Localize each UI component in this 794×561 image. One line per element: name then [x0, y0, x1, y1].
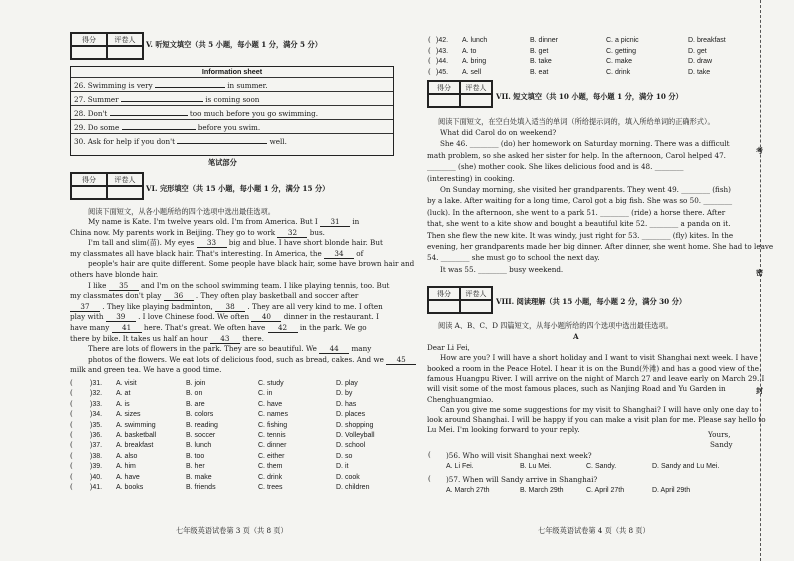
option-b[interactable]: B. soccer	[186, 432, 216, 439]
passage-line	[88, 217, 359, 227]
answer-paren[interactable]: (	[428, 451, 431, 459]
score-box-vi: 得分 评卷人	[70, 172, 144, 200]
option-b[interactable]: B. friends	[186, 484, 216, 491]
letter-line: Dear Li Fei,	[427, 343, 470, 352]
question-number: )44.	[436, 58, 449, 65]
blank-44[interactable]: 44	[319, 344, 349, 354]
letter-line: will visit some of the most famous places, such as Nanjing Road and Yu Garden in	[427, 384, 726, 394]
passage-line	[70, 365, 221, 374]
option-b[interactable]: B. her	[186, 463, 205, 471]
answer-paren[interactable]: (	[70, 472, 73, 481]
page-footer-3: 七年级英语试卷第 3 页（共 8 页）	[176, 526, 288, 535]
option-d[interactable]: D. by	[336, 390, 353, 398]
option-d[interactable]: D. take	[688, 68, 711, 76]
option-c[interactable]: C. Sandy.	[586, 463, 617, 470]
option-b[interactable]: B. take	[530, 58, 552, 65]
passage-text: bus.	[309, 227, 325, 237]
passage-text: there by bike. It takes us half an hour	[70, 333, 208, 343]
letter-line: How are you? I will have a short holiday and I want to visit Shanghai next week. I have	[440, 353, 758, 363]
passage-text: I'm tall and slim(苗). My eyes	[88, 238, 195, 248]
answer-paren[interactable]: (	[428, 57, 431, 65]
option-a[interactable]: A. bring	[462, 58, 487, 65]
option-c[interactable]: C. trees	[258, 484, 283, 491]
passage-text: dinner in the restaurant. I	[283, 312, 379, 322]
answer-blank-27[interactable]	[121, 101, 203, 102]
option-d[interactable]: D. so	[336, 452, 353, 460]
option-b[interactable]: B. join	[186, 380, 206, 387]
answer-paren[interactable]: (	[70, 420, 73, 429]
blank-36[interactable]: 36	[164, 291, 194, 301]
question-number: )45.	[436, 68, 449, 76]
option-a[interactable]: A. also	[116, 452, 138, 460]
option-c[interactable]: C. April 27th	[586, 487, 625, 494]
passage-text: here. That's great. We often have	[143, 323, 266, 332]
passage-line: by a lake. After waiting for a long time, Carol got a big fish. She was so 50. ________	[427, 196, 733, 206]
option-c[interactable]: C. either	[258, 452, 285, 460]
passage-line: What did Carol do on weekend?	[440, 128, 557, 137]
blank-39[interactable]: 39	[106, 312, 136, 322]
option-a[interactable]: A. swimming	[116, 421, 156, 429]
answer-paren[interactable]: (	[70, 441, 73, 450]
option-a[interactable]: A. visit	[116, 380, 137, 387]
passage-text: play with	[70, 312, 104, 322]
passage-text: in the park. We go	[299, 323, 367, 332]
passage-line: (interesting) in cooking.	[427, 173, 515, 183]
passage-text: others have blonde hair.	[70, 270, 159, 279]
passage-text: people's hair are quite different. Some people have black hair, some have brown hair and	[88, 259, 415, 269]
passage-line: It was 55. ________ busy weekend.	[440, 264, 564, 274]
answer-paren[interactable]: (	[70, 410, 73, 419]
option-d[interactable]: D. get	[688, 47, 707, 55]
passage-line: that, she went to a kite show and bought a beautiful kite 52. ________ a panda on it.	[427, 219, 731, 229]
answer-blank-26[interactable]	[155, 87, 225, 88]
option-a[interactable]: A. sell	[462, 68, 482, 76]
option-c[interactable]: C. names	[258, 411, 288, 419]
letter-line: look around Shanghai. I will be happy if you can make a visit plan for me. Please say hello to	[427, 415, 766, 425]
blank-41[interactable]: 41	[112, 323, 142, 333]
page-footer-4: 七年级英语试卷第 4 页（共 8 页）	[538, 526, 650, 535]
option-c[interactable]: C. tennis	[258, 432, 286, 439]
option-d[interactable]: D. April 29th	[652, 487, 691, 494]
option-c[interactable]: C. study	[258, 380, 284, 387]
option-d[interactable]: D. draw	[688, 58, 713, 65]
passage-text: photos of the flowers. We eat lots of delicious food, such as bread, cakes. And we	[88, 354, 384, 364]
option-c[interactable]: C. fishing	[258, 421, 288, 429]
option-d[interactable]: D. Sandy and Lu Mei.	[652, 463, 720, 470]
passage-line	[88, 355, 416, 365]
blank-34[interactable]: 34	[324, 249, 354, 259]
passage-line: Then she flew the new kite. It was windy, just right for 53. ________ (fly) kites. In the	[427, 230, 734, 240]
question-number: )40.	[90, 473, 103, 481]
option-a[interactable]: A. at	[116, 390, 131, 398]
answer-paren[interactable]: (	[428, 36, 431, 44]
side-mark-3: 封	[756, 386, 763, 395]
passage-line	[70, 291, 358, 301]
passage-text: big and blue. I have short blonde hair. But	[228, 238, 383, 248]
blank-32[interactable]: 32	[277, 228, 307, 238]
question-number: )42.	[436, 37, 449, 44]
section-vi-title: VI. 完形填空（共 15 小题，每小题 1 分，满分 15 分）	[146, 184, 330, 193]
section-viii-title: VIII. 阅读理解（共 15 小题，每小题 2 分，满分 30 分）	[496, 297, 687, 306]
passage-text: in	[352, 217, 360, 226]
option-b[interactable]: B. dinner	[530, 37, 559, 44]
information-sheet: Information sheet 26. Swimming is very in summer. 27. Summer is coming soon 28. Don't too much before you go swimming. 29. Do some before you swim. 30. Ask for help if you don't well.	[70, 66, 394, 156]
option-c[interactable]: C. them	[258, 463, 283, 471]
option-a[interactable]: A. him	[116, 463, 136, 471]
letter-line: famous Huangpu River. I will arrive on the night of March 27 and leave early on March 29. I	[427, 373, 765, 383]
blank-43[interactable]: 43	[210, 334, 240, 344]
option-a[interactable]: A. breakfast	[116, 442, 154, 450]
question-number: )36.	[90, 432, 103, 439]
option-a[interactable]: A. sizes	[116, 411, 141, 419]
passage-line: She 46. ________ (do) her homework on Saturday morning. There was a difficult	[440, 139, 730, 149]
passage-line	[88, 238, 383, 248]
letter-line: Lu Mei. I'm looking forward to your reply.	[427, 425, 580, 435]
option-c[interactable]: C. a picnic	[606, 37, 639, 44]
passage-line	[70, 312, 379, 322]
score-box-v: 得分 评卷人	[70, 32, 144, 60]
option-b[interactable]: B. get	[530, 47, 549, 55]
passage-line	[70, 228, 325, 238]
option-d[interactable]: D. play	[336, 380, 358, 387]
answer-paren[interactable]: (	[70, 462, 73, 471]
letter-closing: Yours,	[708, 430, 731, 439]
answer-blank-28[interactable]	[110, 115, 188, 116]
option-a[interactable]: A. books	[116, 484, 144, 491]
option-d[interactable]: D. children	[336, 484, 370, 491]
passage-text: many	[351, 344, 372, 354]
section-vii-instruction: 阅读下面短文，在空白处填入适当的单词（所给提示词的，填入所给单词的正确形式）。	[438, 117, 715, 126]
option-b[interactable]: B. make	[186, 473, 212, 481]
blank-40[interactable]: 40	[251, 312, 281, 322]
answer-paren[interactable]: (	[428, 67, 431, 76]
side-mark-1: 考	[756, 146, 763, 155]
option-d[interactable]: D. Volleyball	[336, 432, 375, 439]
passage-text: there.	[242, 333, 264, 343]
option-b[interactable]: B. colors	[186, 411, 214, 419]
passage-line	[70, 302, 383, 312]
option-a[interactable]: A. Li Fei.	[446, 463, 474, 470]
answer-paren[interactable]: (	[70, 431, 73, 439]
passage-text: have many	[70, 323, 110, 332]
option-a[interactable]: A. March 27th	[446, 487, 490, 494]
option-b[interactable]: B. too	[186, 452, 205, 460]
option-d[interactable]: D. school	[336, 442, 366, 450]
passage-text: my classmates don't play	[70, 291, 162, 301]
question-number: )32.	[90, 390, 103, 398]
passage-text: . They are all very kind to me. I often	[247, 301, 383, 311]
option-b[interactable]: B. lunch	[186, 442, 212, 450]
passage-line	[88, 259, 414, 268]
passage-text: My name is Kate. I'm twelve years old. I'm from America. But I	[88, 217, 318, 226]
option-d[interactable]: D. breakfast	[688, 37, 726, 44]
option-b[interactable]: B. Lu Mei.	[520, 463, 552, 470]
info-sheet-title: Information sheet	[201, 67, 263, 76]
option-c[interactable]: C. drink	[258, 473, 283, 481]
question-number: )34.	[90, 411, 103, 419]
passage-a-label: A	[573, 332, 579, 341]
option-d[interactable]: D. shopping	[336, 421, 374, 429]
question-number: )41.	[90, 484, 103, 491]
option-d[interactable]: D. has	[336, 400, 357, 408]
option-a[interactable]: A. have	[116, 473, 140, 481]
passage-text: . I love Chinese food. We often	[138, 312, 250, 322]
passage-text: milk and green tea. We have a good time.	[70, 365, 222, 375]
option-d[interactable]: D. it	[336, 463, 349, 471]
blank-45[interactable]: 45	[386, 355, 416, 365]
option-d[interactable]: D. places	[336, 411, 366, 419]
letter-signature: Sandy	[710, 440, 733, 449]
passage-text: my classmates all have black hair. That's interesting. In America, the	[70, 248, 322, 258]
section-vii-title: VII. 短文填空（共 10 小题，每小题 1 分，满分 10 分）	[496, 92, 683, 101]
passage-text: . They often play basketball and soccer after	[195, 291, 359, 301]
blank-33[interactable]: 33	[197, 238, 227, 248]
answer-paren[interactable]: (	[70, 451, 73, 460]
side-mark-2: 密	[756, 268, 763, 277]
passage-line: ________ (she) mother cook. She likes delicious food and is 48. ________	[427, 162, 684, 172]
question-number: )35.	[90, 421, 103, 429]
option-c[interactable]: C. getting	[606, 47, 636, 55]
option-a[interactable]: A. basketball	[116, 432, 157, 439]
option-a[interactable]: A. is	[116, 400, 130, 408]
passage-line	[88, 344, 371, 354]
question-number: )31.	[90, 380, 103, 387]
question-text: )56. Who will visit Shanghai next week?	[446, 451, 592, 460]
passage-line	[70, 249, 363, 259]
passage-line: evening, her grandparents made her big dinner. After dinner, she went home. She had to leave	[427, 242, 774, 251]
section-vi-instruction: 阅读下面短文，从各小题所给的四个选项中选出最佳选项。	[88, 207, 275, 216]
option-d[interactable]: D. cook	[336, 473, 360, 481]
passage-line: math problem, so she asked her sister for help. In the afternoon, Carol helped 47.	[427, 150, 726, 160]
option-c[interactable]: C. in	[258, 390, 273, 398]
question-number: )39.	[90, 463, 103, 471]
blank-35[interactable]: 35	[109, 281, 139, 291]
question-text: )57. When will Sandy arrive in Shanghai?	[446, 475, 598, 484]
passage-text: . They like playing badminton,	[102, 301, 213, 311]
question-number: )38.	[90, 452, 103, 460]
answer-paren[interactable]: (	[70, 379, 73, 387]
option-b[interactable]: B. March 29th	[520, 487, 564, 494]
letter-line: Chenghuangmiao.	[427, 394, 494, 404]
section-viii-instruction: 阅读 A、B、C、D 四篇短文，从每小题所给的四个选项中选出最佳选项。	[438, 321, 673, 330]
passage-line	[70, 270, 158, 279]
passage-line	[70, 334, 264, 344]
passage-text: China now. My parents work in Beijing. They go to work	[70, 227, 276, 237]
option-b[interactable]: B. reading	[186, 421, 218, 429]
option-b[interactable]: B. on	[186, 390, 203, 398]
passage-line	[88, 281, 389, 291]
option-b[interactable]: B. are	[186, 400, 205, 408]
option-a[interactable]: A. to	[462, 47, 477, 55]
question-number: )37.	[90, 442, 103, 450]
passage-text: of	[356, 248, 364, 258]
blank-31[interactable]: 31	[320, 217, 350, 227]
letter-line: booked a room in the Peace Hotel. I hear it is on the Bund(外滩) and has a good view of the	[427, 363, 759, 373]
option-b[interactable]: B. eat	[530, 68, 549, 76]
answer-blank-29[interactable]	[122, 129, 196, 130]
passage-line: On Sunday morning, she visited her grandparents. They went 49. ________ (fish)	[440, 185, 731, 194]
option-c[interactable]: C. have	[258, 400, 283, 408]
seal-line	[760, 0, 762, 561]
score-box-vii: 得分 评卷人	[427, 80, 493, 108]
passage-line: 54. ________ she must go to school the next day.	[427, 253, 600, 263]
question-number: )43.	[436, 47, 449, 55]
passage-text: I like	[88, 280, 107, 290]
option-c[interactable]: C. make	[606, 58, 633, 65]
letter-line: Can you give me some suggestions for my visit to Shanghai? I will have only one day to	[440, 404, 759, 414]
answer-paren[interactable]: (	[428, 46, 431, 55]
passage-text: and I'm on the school swimming team. I like playing tennis, too. But	[140, 280, 390, 290]
question-number: )33.	[90, 400, 103, 408]
option-a[interactable]: A. lunch	[462, 37, 488, 44]
blank-38[interactable]: 38	[215, 302, 245, 312]
answer-paren[interactable]: (	[428, 475, 431, 483]
answer-paren[interactable]: (	[70, 389, 73, 398]
passage-text: There are lots of flowers in the park. They are so beautiful. We	[88, 344, 317, 354]
score-box-viii: 得分 评卷人	[427, 286, 493, 314]
blank-42[interactable]: 42	[268, 323, 298, 333]
written-part-heading: 笔试部分	[208, 158, 237, 167]
blank-37[interactable]: 37	[70, 302, 100, 312]
option-c[interactable]: C. drink	[606, 68, 631, 76]
answer-blank-30[interactable]	[177, 143, 267, 144]
answer-paren[interactable]: (	[70, 483, 73, 491]
answer-paren[interactable]: (	[70, 399, 73, 408]
option-c[interactable]: C. dinner	[258, 442, 287, 450]
passage-line	[70, 323, 367, 333]
passage-line: (luck). In the afternoon, she went to a park 51. ________ (ride) a horse there. After	[427, 207, 726, 217]
section-v-title: V. 听短文填空（共 5 小题，每小题 1 分，满分 5 分）	[146, 40, 322, 49]
